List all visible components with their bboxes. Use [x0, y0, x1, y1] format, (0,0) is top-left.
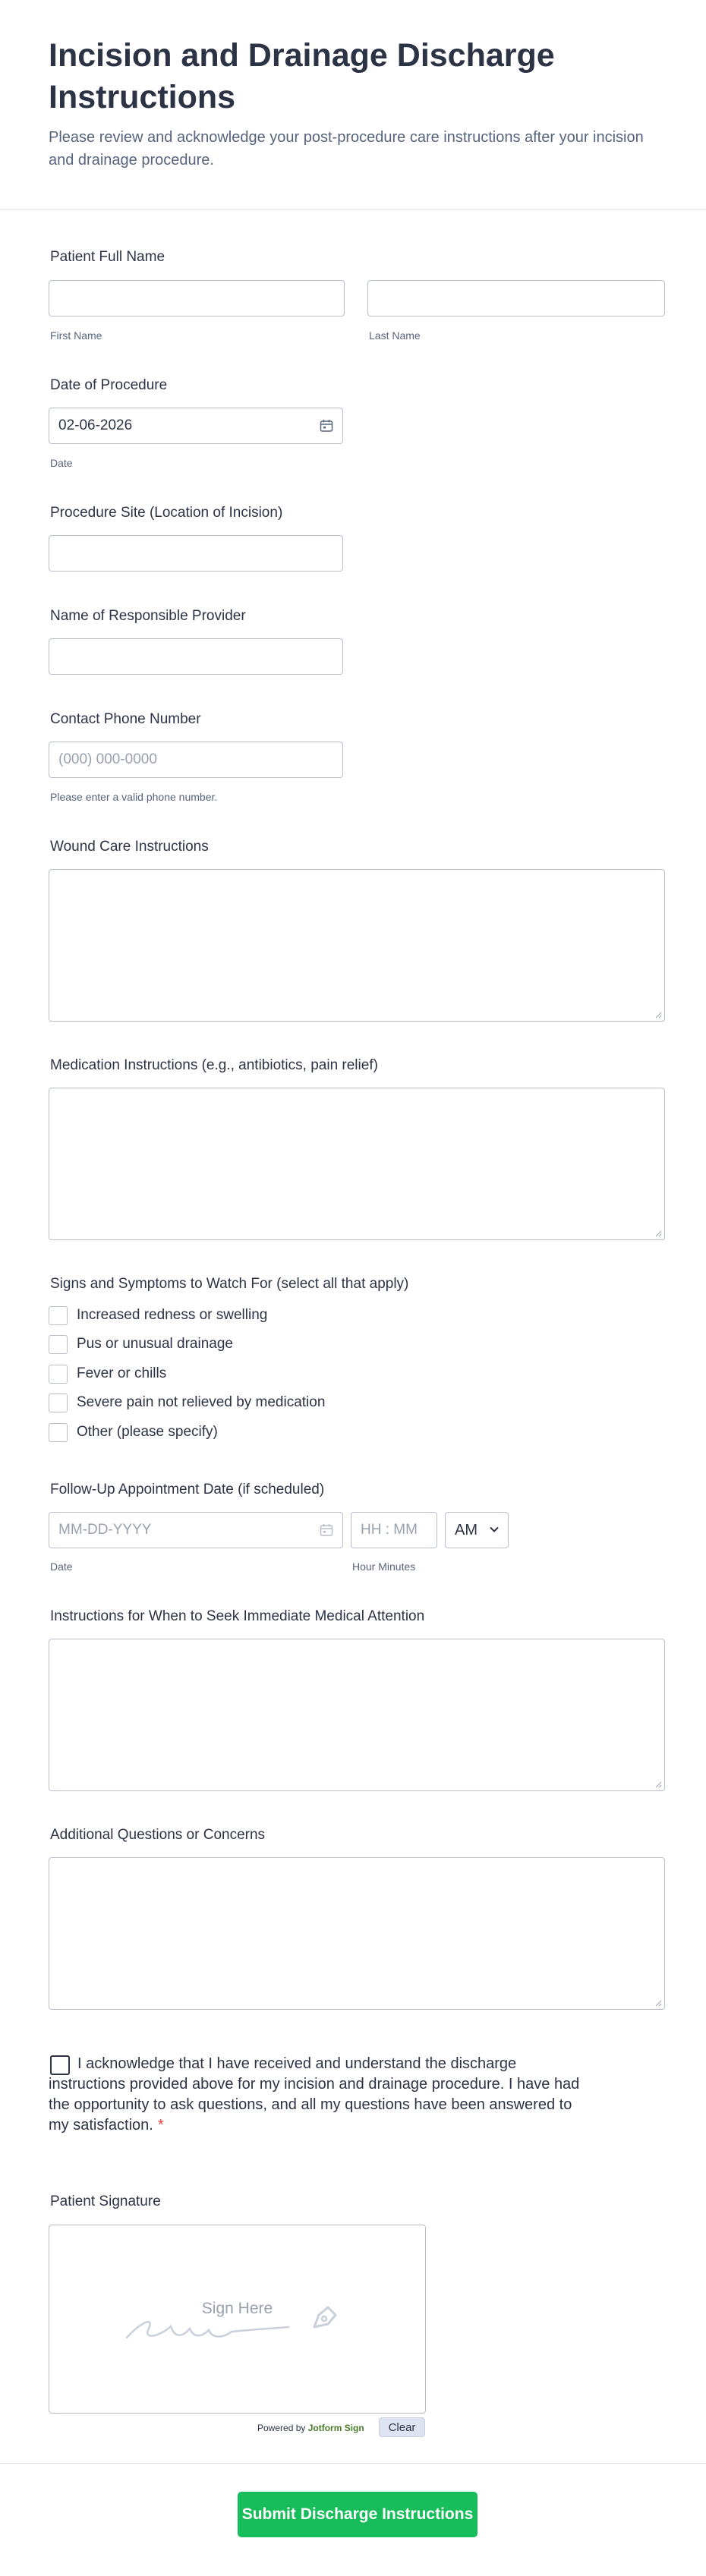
last-name-sublabel: Last Name — [369, 329, 421, 342]
wound-care-textarea[interactable] — [49, 869, 665, 1022]
powered-by: Powered by Jotform Sign — [257, 2423, 364, 2433]
form-header — [49, 35, 657, 172]
followup-date-input[interactable] — [49, 1512, 343, 1548]
medication-textarea[interactable] — [49, 1088, 665, 1240]
jotform-sign-brand: Jotform Sign — [307, 2423, 364, 2433]
checkbox[interactable] — [49, 1423, 68, 1442]
resize-grip-icon[interactable] — [654, 1011, 662, 1019]
followup-date-placeholder: MM-DD-YYYY — [58, 1522, 152, 1538]
followup-label: Follow-Up Appointment Date (if scheduled) — [50, 1482, 325, 1497]
symptoms-label: Signs and Symptoms to Watch For (select all that apply) — [50, 1276, 409, 1292]
form-title: Incision and Drainage Discharge Instructions — [49, 37, 555, 115]
provider-input[interactable] — [49, 638, 343, 675]
phone-placeholder: (000) 000-0000 — [58, 751, 157, 767]
resize-grip-icon[interactable] — [654, 1999, 662, 2007]
checkbox[interactable] — [49, 1335, 68, 1354]
header-divider — [0, 209, 706, 210]
seek-attention-label: Instructions for When to Seek Immediate Medical Attention — [50, 1608, 425, 1624]
resize-grip-icon[interactable] — [654, 1781, 662, 1788]
checkbox[interactable] — [49, 1306, 68, 1325]
pen-icon — [308, 2301, 342, 2335]
procedure-site-input[interactable] — [49, 535, 343, 572]
symptom-option[interactable] — [49, 1364, 166, 1384]
last-name-input[interactable] — [367, 280, 665, 316]
seek-attention-textarea[interactable] — [49, 1639, 665, 1791]
symptom-option[interactable] — [49, 1393, 325, 1412]
acknowledgment-text: I acknowledge that I have received and understand the discharge instructions provided above for my incision and drainage procedure. I have had the opportunity to ask questions, and all my questions have been answered to my satisfaction. * — [49, 2055, 580, 2134]
calendar-icon[interactable] — [320, 419, 333, 433]
symptom-option-label: Fever or chills — [77, 1365, 167, 1381]
footer-divider — [0, 2463, 706, 2464]
ampm-value: AM — [455, 1521, 477, 1538]
symptom-option[interactable] — [49, 1334, 233, 1354]
ampm-select[interactable] — [445, 1512, 509, 1548]
medication-label: Medication Instructions (e.g., antibiotics, pain relief) — [50, 1057, 378, 1073]
phone-input[interactable] — [49, 742, 343, 778]
chevron-down-icon — [490, 1526, 499, 1532]
symptom-option-label: Pus or unusual drainage — [77, 1336, 233, 1352]
followup-time-input[interactable] — [351, 1512, 437, 1548]
procedure-site-label: Procedure Site (Location of Incision) — [50, 505, 283, 521]
checkbox[interactable] — [49, 1393, 68, 1412]
checkbox[interactable] — [49, 1365, 68, 1384]
phone-label: Contact Phone Number — [50, 711, 201, 727]
symptom-option-label: Increased redness or swelling — [77, 1307, 268, 1323]
followup-time-placeholder: HH : MM — [361, 1522, 418, 1538]
procedure-date-value: 02-06-2026 — [58, 417, 133, 433]
procedure-date-input[interactable] — [49, 408, 343, 444]
questions-label: Additional Questions or Concerns — [50, 1827, 266, 1843]
resize-grip-icon[interactable] — [654, 1230, 662, 1237]
first-name-input[interactable] — [49, 280, 345, 316]
provider-label: Name of Responsible Provider — [50, 608, 246, 624]
signature-hint: Sign Here — [201, 2300, 273, 2317]
procedure-date-sublabel: Date — [50, 457, 73, 469]
required-mark: * — [157, 2117, 164, 2134]
calendar-icon[interactable] — [320, 1523, 333, 1537]
first-name-sublabel: First Name — [50, 329, 102, 342]
submit-button[interactable]: Submit Discharge Instructions — [238, 2492, 477, 2537]
signature-label: Patient Signature — [50, 2193, 161, 2209]
symptom-option-label: Severe pain not relieved by medication — [77, 1394, 326, 1410]
symptom-option[interactable] — [49, 1305, 267, 1325]
procedure-date-label: Date of Procedure — [50, 377, 168, 393]
signature-pad[interactable] — [49, 2225, 426, 2414]
symptom-option[interactable] — [49, 1422, 218, 1442]
followup-date-sublabel: Date — [50, 1560, 73, 1573]
symptom-option-label: Other (please specify) — [77, 1424, 218, 1440]
wound-care-label: Wound Care Instructions — [50, 839, 209, 855]
phone-sublabel: Please enter a valid phone number. — [50, 791, 218, 803]
followup-time-sublabel: Hour Minutes — [352, 1560, 416, 1573]
clear-signature-button[interactable]: Clear — [379, 2417, 425, 2437]
patient-name-label: Patient Full Name — [50, 249, 165, 265]
form-description: Please review and acknowledge your post-procedure care instructions after your incision and drainage procedure. — [49, 129, 644, 168]
questions-textarea[interactable] — [49, 1857, 665, 2010]
